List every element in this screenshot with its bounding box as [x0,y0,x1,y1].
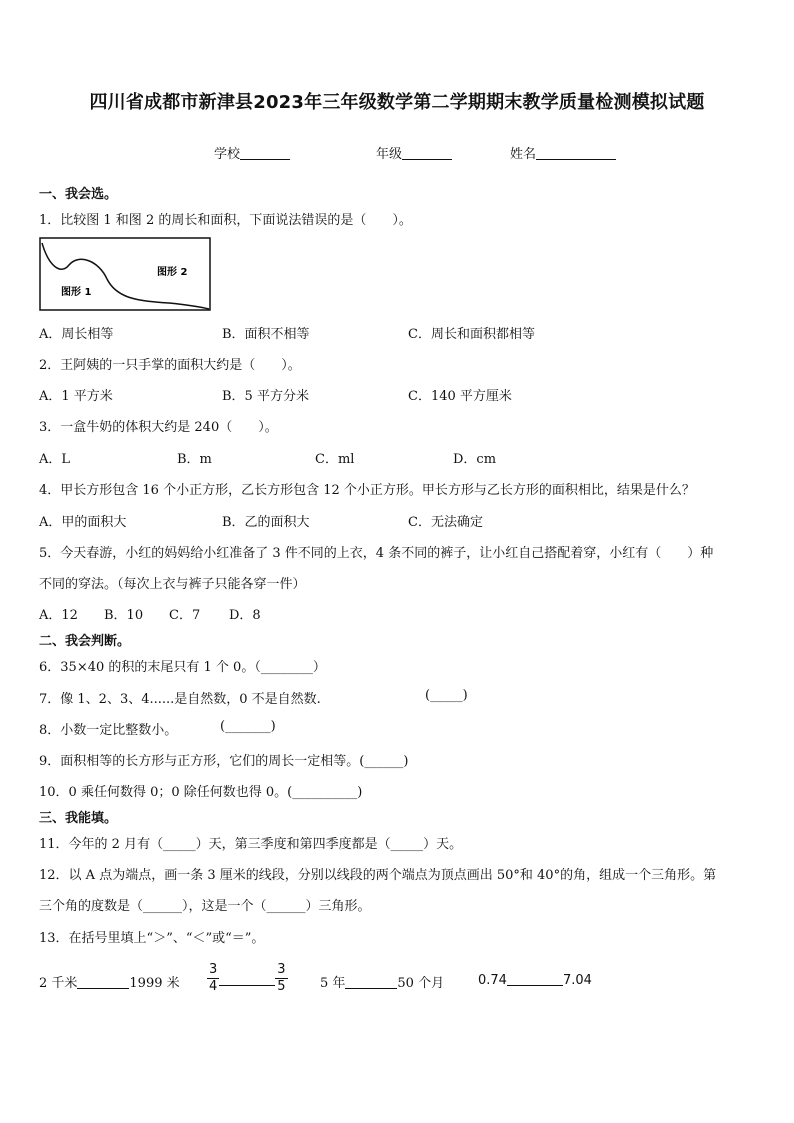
section-heading-2: 二、我会判断。 [39,634,131,649]
question-1: 1．比较图 1 和图 2 的周长和面积，下面说法错误的是（ ）。 [39,213,412,228]
q13-item-1 [39,972,180,991]
q5-option-b[interactable]: B．10 [104,608,144,623]
question-11[interactable]: 11．今年的 2 月有（_____）天，第三季度和第四季度都是（_____）天。 [39,837,463,852]
question-2: 2．王阿姨的一只手掌的面积大约是（ ）。 [39,358,301,373]
q3-option-d[interactable]: D．cm [453,452,497,467]
q5-option-a[interactable]: A．12 [39,608,78,623]
fraction-numerator: 3 [277,962,286,977]
q1-option-a[interactable]: A．周长相等 [39,327,114,342]
page-title: 四川省成都市新津县2023年三年级数学第二学期期末教学质量检测模拟试题 [89,92,705,113]
q13-item-1-left: 2 千米 [39,976,78,991]
q3-option-b[interactable]: B．m [177,452,212,467]
q3-option-c[interactable]: C．ml [315,452,355,467]
q13-item-3 [320,972,444,991]
q7-answer-blank[interactable]: (_____) [425,688,468,703]
question-7: 7．像 1、2、3、4......是自然数，0 不是自然数. [39,692,321,707]
question-3: 3．一盒牛奶的体积大约是 240（ ）。 [39,420,278,435]
q13-item-4-blank[interactable] [507,972,563,986]
name-label: 姓名 [510,147,537,162]
question-12-line-1: 12．以 A 点为端点，画一条 3 厘米的线段，分别以线段的两个端点为顶点画出 50°和 40°的角，组成一个三角形。第 [39,868,717,883]
q13-item-1-right: 1999 米 [129,976,180,991]
q2-option-a[interactable]: A．1 平方米 [39,389,113,404]
q4-option-a[interactable]: A．甲的面积大 [39,515,127,530]
perimeter-area-figure [39,237,211,312]
q13-item-4 [478,972,592,988]
q8-answer-blank[interactable]: (_______) [220,719,276,734]
q1-option-c[interactable]: C．周长和面积都相等 [408,327,535,342]
question-5-line-2: 不同的穿法。（每次上衣与裤子只能各穿一件） [39,577,306,592]
section-heading-1: 一、我会选。 [39,187,118,202]
q3-option-a[interactable]: A．L [39,452,71,467]
q5-option-c[interactable]: C．7 [169,608,201,623]
q13-item-3-left: 5 年 [320,976,346,991]
question-12-line-2[interactable]: 三个角的度数是（______），这是一个（______）三角形。 [39,899,371,914]
question-8: 8．小数一定比整数小。 [39,723,178,738]
q13-item-4-left: 0.74 [478,973,507,988]
school-blank[interactable] [240,146,290,160]
q13-item-2-blank[interactable] [219,972,275,986]
q13-item-3-right: 50 个月 [397,976,445,991]
question-4: 4．甲长方形包含 16 个小正方形，乙长方形包含 12 个小正方形。甲长方形与乙长方形的面积相比，结果是什么？ [39,483,695,498]
q13-fraction-right [275,962,287,995]
q2-option-c[interactable]: C．140 平方厘米 [408,389,512,404]
fraction-denominator: 5 [277,979,286,994]
question-6[interactable]: 6．35×40 的积的末尾只有 1 个 0。（________） [39,660,326,675]
q13-item-4-right: 7.04 [562,973,592,988]
fraction-numerator: 3 [209,962,218,977]
question-5-line-1: 5．今天春游，小红的妈妈给小红准备了 3 件不同的上衣，4 条不同的裤子，让小红自己搭配着穿，小红有（ ）种 [39,546,714,561]
question-10[interactable]: 10．0 乘任何数得 0；0 除任何数也得 0。(__________) [39,785,363,800]
q2-option-b[interactable]: B．5 平方分米 [222,389,309,404]
name-blank[interactable] [536,146,616,160]
grade-field[interactable] [376,143,452,162]
q13-item-1-blank[interactable] [77,975,129,989]
fraction-denominator: 4 [209,979,218,994]
grade-blank[interactable] [402,146,452,160]
q4-option-c[interactable]: C．无法确定 [408,515,483,530]
school-label: 学校 [214,147,241,162]
figure-label-2: 图形 2 [157,267,188,278]
name-field[interactable] [510,143,616,162]
q13-fraction-left [207,962,219,995]
section-heading-3: 三、我能填。 [39,811,118,826]
q4-option-b[interactable]: B．乙的面积大 [222,515,310,530]
question-9[interactable]: 9．面积相等的长方形与正方形，它们的周长一定相等。(______) [39,754,409,769]
grade-label: 年级 [376,147,403,162]
school-field[interactable] [214,143,290,162]
q5-option-d[interactable]: D．8 [229,608,261,623]
question-13: 13．在括号里填上“＞”、“＜”或“＝”。 [39,931,265,946]
figure-label-1: 图形 1 [61,287,92,298]
q13-item-3-blank[interactable] [345,975,397,989]
q1-option-b[interactable]: B．面积不相等 [222,327,310,342]
q13-item-2 [207,962,288,995]
